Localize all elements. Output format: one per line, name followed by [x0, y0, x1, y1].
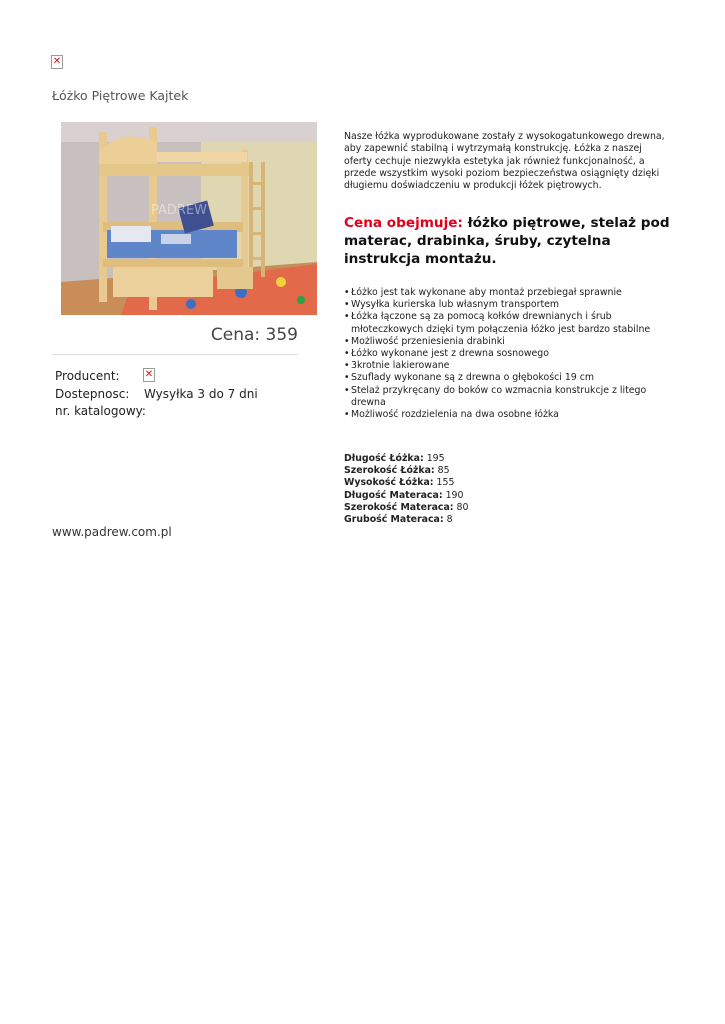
- spec-row: [344, 502, 468, 514]
- spec-value: 80: [456, 501, 469, 513]
- product-price: Cena: 359: [210, 325, 298, 345]
- spec-label: Długość Materaca:: [344, 489, 443, 501]
- producer-label: Producent:: [55, 369, 120, 383]
- feature-item: • Możliwość przeniesienia drabinki: [344, 336, 674, 348]
- spec-value: 155: [436, 477, 455, 489]
- spec-row: [344, 490, 468, 502]
- spec-label: Długość Łóżka:: [344, 453, 424, 464]
- photo-watermark: PADREW: [151, 203, 208, 218]
- spec-value: 85: [437, 465, 450, 477]
- spec-row: [344, 514, 468, 526]
- spec-label: Wysokość Łóżka:: [344, 477, 434, 489]
- spec-row: [344, 453, 468, 465]
- spec-label: Grubość Materaca:: [344, 514, 444, 526]
- feature-list: [344, 287, 674, 421]
- feature-item: • Łóżko jest tak wykonane aby montaż przebiegał sprawnie: [344, 287, 674, 299]
- spec-label: Szerokość Materaca:: [344, 501, 454, 513]
- feature-item: • Stelaż przykręcany do boków co wzmacnia konstrukcje z litego drewna: [344, 385, 674, 409]
- feature-item: • Łóżka łączone są za pomocą kołków drewnianych i śrub młoteczkowych dzięki tym połączenia łóżko jest bardzo stabilne: [344, 311, 674, 335]
- spec-value: 190: [445, 489, 464, 501]
- feature-item: • Wysyłka kurierska lub własnym transportem: [344, 299, 674, 311]
- availability-label: Dostepnosc:: [55, 387, 130, 401]
- product-photo: [61, 122, 317, 315]
- spec-label: Szerokość Łóżka:: [344, 465, 435, 477]
- availability-value: Wysyłka 3 do 7 dni: [144, 387, 258, 401]
- feature-item: • 3krotnie lakierowane: [344, 360, 674, 372]
- price-includes-label: Cena obejmuje:: [344, 215, 463, 231]
- spec-value: 8: [446, 514, 453, 526]
- price-includes: [344, 214, 679, 268]
- price-includes-text: łóżko piętrowe, stelaż pod materac, drabinka, śruby, czytelna instrukcja montażu.: [344, 215, 670, 267]
- broken-image-icon: ✕: [52, 56, 62, 67]
- catalog-number-label: nr. katalogowy:: [55, 404, 146, 418]
- spec-list: [344, 453, 468, 526]
- feature-item: • Łóżko wykonane jest z drewna sosnowego: [344, 348, 674, 360]
- spec-row: [344, 465, 468, 477]
- producer-logo-broken-icon: ✕: [144, 369, 154, 380]
- product-title: Łóżko Piętrowe Kajtek: [52, 88, 189, 103]
- description-intro: Nasze łóżka wyprodukowane zostały z wysokogatunkowego drewna, aby zapewnić stabilną i wytrzymałą konstrukcję. Łóżka z naszej oferty cechuje niezwykła estetyka jak również funkcjonalność, a przede wszystkim wysoki poziom bezpieczeństwa osiągnięty dzięki długiemu doświadczeniu w produkcji łóżek piętrowych.: [344, 131, 665, 192]
- footer-site-url: www.padrew.com.pl: [52, 525, 172, 539]
- feature-item: • Szuflady wykonane są z drewna o głębokości 19 cm: [344, 372, 674, 384]
- feature-item: • Możliwość rozdzielenia na dwa osobne łóżka: [344, 409, 674, 421]
- spec-value: 195: [426, 453, 445, 464]
- spec-row: [344, 477, 468, 489]
- divider: [52, 354, 298, 355]
